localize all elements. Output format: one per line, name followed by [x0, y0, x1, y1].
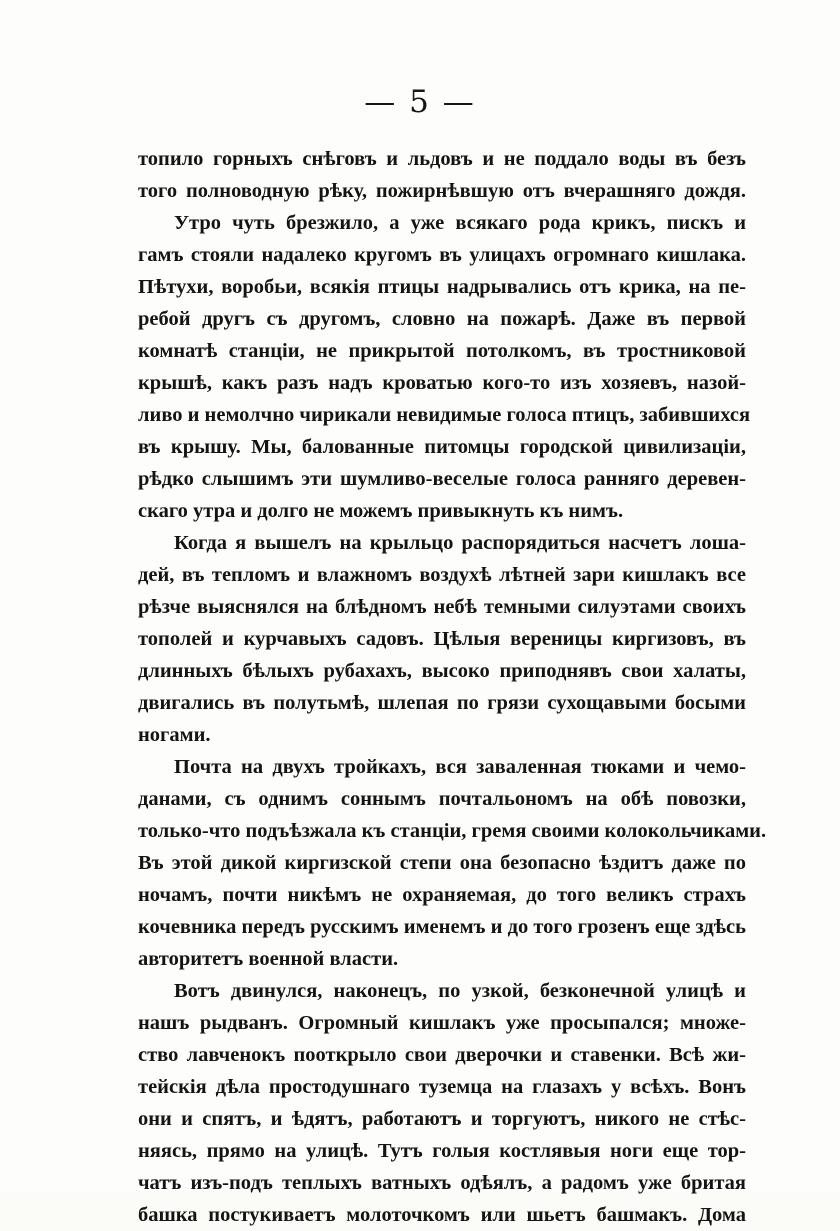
text-line: Пѣтухи, воробьи, всякія птицы надрывались отъ крика, на пе-	[138, 276, 746, 298]
text-line: того полноводную рѣку, пожирнѣвшую отъ вчерашняго дождя.	[138, 180, 746, 202]
text-line: чатъ изъ-подъ теплыхъ ватныхъ одѣялъ, а радомъ уже бритая	[138, 1172, 746, 1194]
text-line: ребой другъ съ другомъ, словно на пожарѣ. Даже въ первой	[138, 308, 746, 330]
text-line: длинныхъ бѣлыхъ рубахахъ, высоко приподнявъ свои халаты,	[138, 660, 746, 682]
text-line: только-что подъѣзжала къ станціи, гремя своими колокольчиками.	[138, 820, 767, 842]
text-line: ство лавченокъ пооткрыло свои дверочки и ставенки. Всѣ жи-	[138, 1044, 746, 1066]
paragraph	[138, 143, 746, 207]
text-line: тейскія дѣла простодушнаго туземца на глазахъ у всѣхъ. Вонъ	[138, 1076, 746, 1098]
paragraph	[138, 527, 746, 751]
text-line: башка постукиваетъ молоточкомъ или шьетъ башмакъ. Дома	[138, 1204, 746, 1226]
text-line: авторитетъ военной власти.	[138, 948, 399, 970]
body-text	[138, 143, 767, 1231]
text-line: скаго утра и долго не можемъ привыкнуть къ нимъ.	[138, 500, 624, 522]
paragraph	[138, 207, 751, 527]
text-line: ногами.	[138, 724, 211, 746]
text-line: няясь, прямо на улицѣ. Тутъ голыя костлявыя ноги еще тор-	[138, 1140, 746, 1162]
text-line: въ крышу. Мы, балованные питомцы городской цивилизаціи,	[138, 436, 746, 458]
text-line: комнатѣ станціи, не прикрытой потолкомъ, въ тростниковой	[138, 340, 746, 362]
text-line: данами, съ однимъ соннымъ почтальономъ на обѣ повозки,	[138, 788, 746, 810]
page-number: — 5 —	[364, 84, 476, 120]
text-line: Когда я вышелъ на крыльцо распорядиться насчетъ лоша-	[174, 532, 746, 554]
text-line: Утро чуть брезжило, а уже всякаго рода крикъ, пискъ и	[174, 212, 746, 234]
text-line: тополей и курчавыхъ садовъ. Цѣлыя вереницы киргизовъ, въ	[138, 628, 746, 650]
text-line: рѣзче выяснялся на блѣдномъ небѣ темными силуэтами своихъ	[138, 596, 746, 618]
text-line: двигались въ полутьмѣ, шлепая по грязи сухощавыми босыми	[138, 692, 746, 714]
text-line: рѣдко слышимъ эти шумливо-веселые голоса ранняго деревен-	[138, 468, 746, 490]
text-line: Вотъ двинулся, наконецъ, по узкой, безконечной улицѣ и	[174, 980, 746, 1002]
text-line: ливо и немолчно чирикали невидимые голоса птицъ, забившихся	[138, 404, 751, 426]
paragraph	[138, 751, 767, 975]
text-line: Въ этой дикой киргизской степи она безопасно ѣздитъ даже по	[138, 852, 746, 874]
text-line: Почта на двухъ тройкахъ, вся заваленная тюками и чемо-	[174, 756, 746, 778]
text-line: дей, въ тепломъ и влажномъ воздухѣ лѣтней зари кишлакъ все	[138, 564, 746, 586]
paragraph	[138, 975, 746, 1231]
text-line: крышѣ, какъ разъ надъ кроватью кого-то изъ хозяевъ, назой-	[138, 372, 746, 394]
text-line: нашъ рыдванъ. Огромный кишлакъ уже просыпался; множе-	[138, 1012, 746, 1034]
text-line: они и спятъ, и ѣдятъ, работаютъ и торгуютъ, никого не стѣс-	[138, 1108, 746, 1130]
text-line: гамъ стояли надалеко кругомъ въ улицахъ огромнаго кишлака.	[138, 244, 746, 266]
text-line: ночамъ, почти никѣмъ не охраняемая, до того великъ страхъ	[138, 884, 746, 906]
text-line: топило горныхъ снѣговъ и льдовъ и не поддало воды въ безъ	[138, 148, 746, 170]
text-line: кочевника передъ русскимъ именемъ и до того грозенъ еще здѣсь	[138, 916, 746, 938]
